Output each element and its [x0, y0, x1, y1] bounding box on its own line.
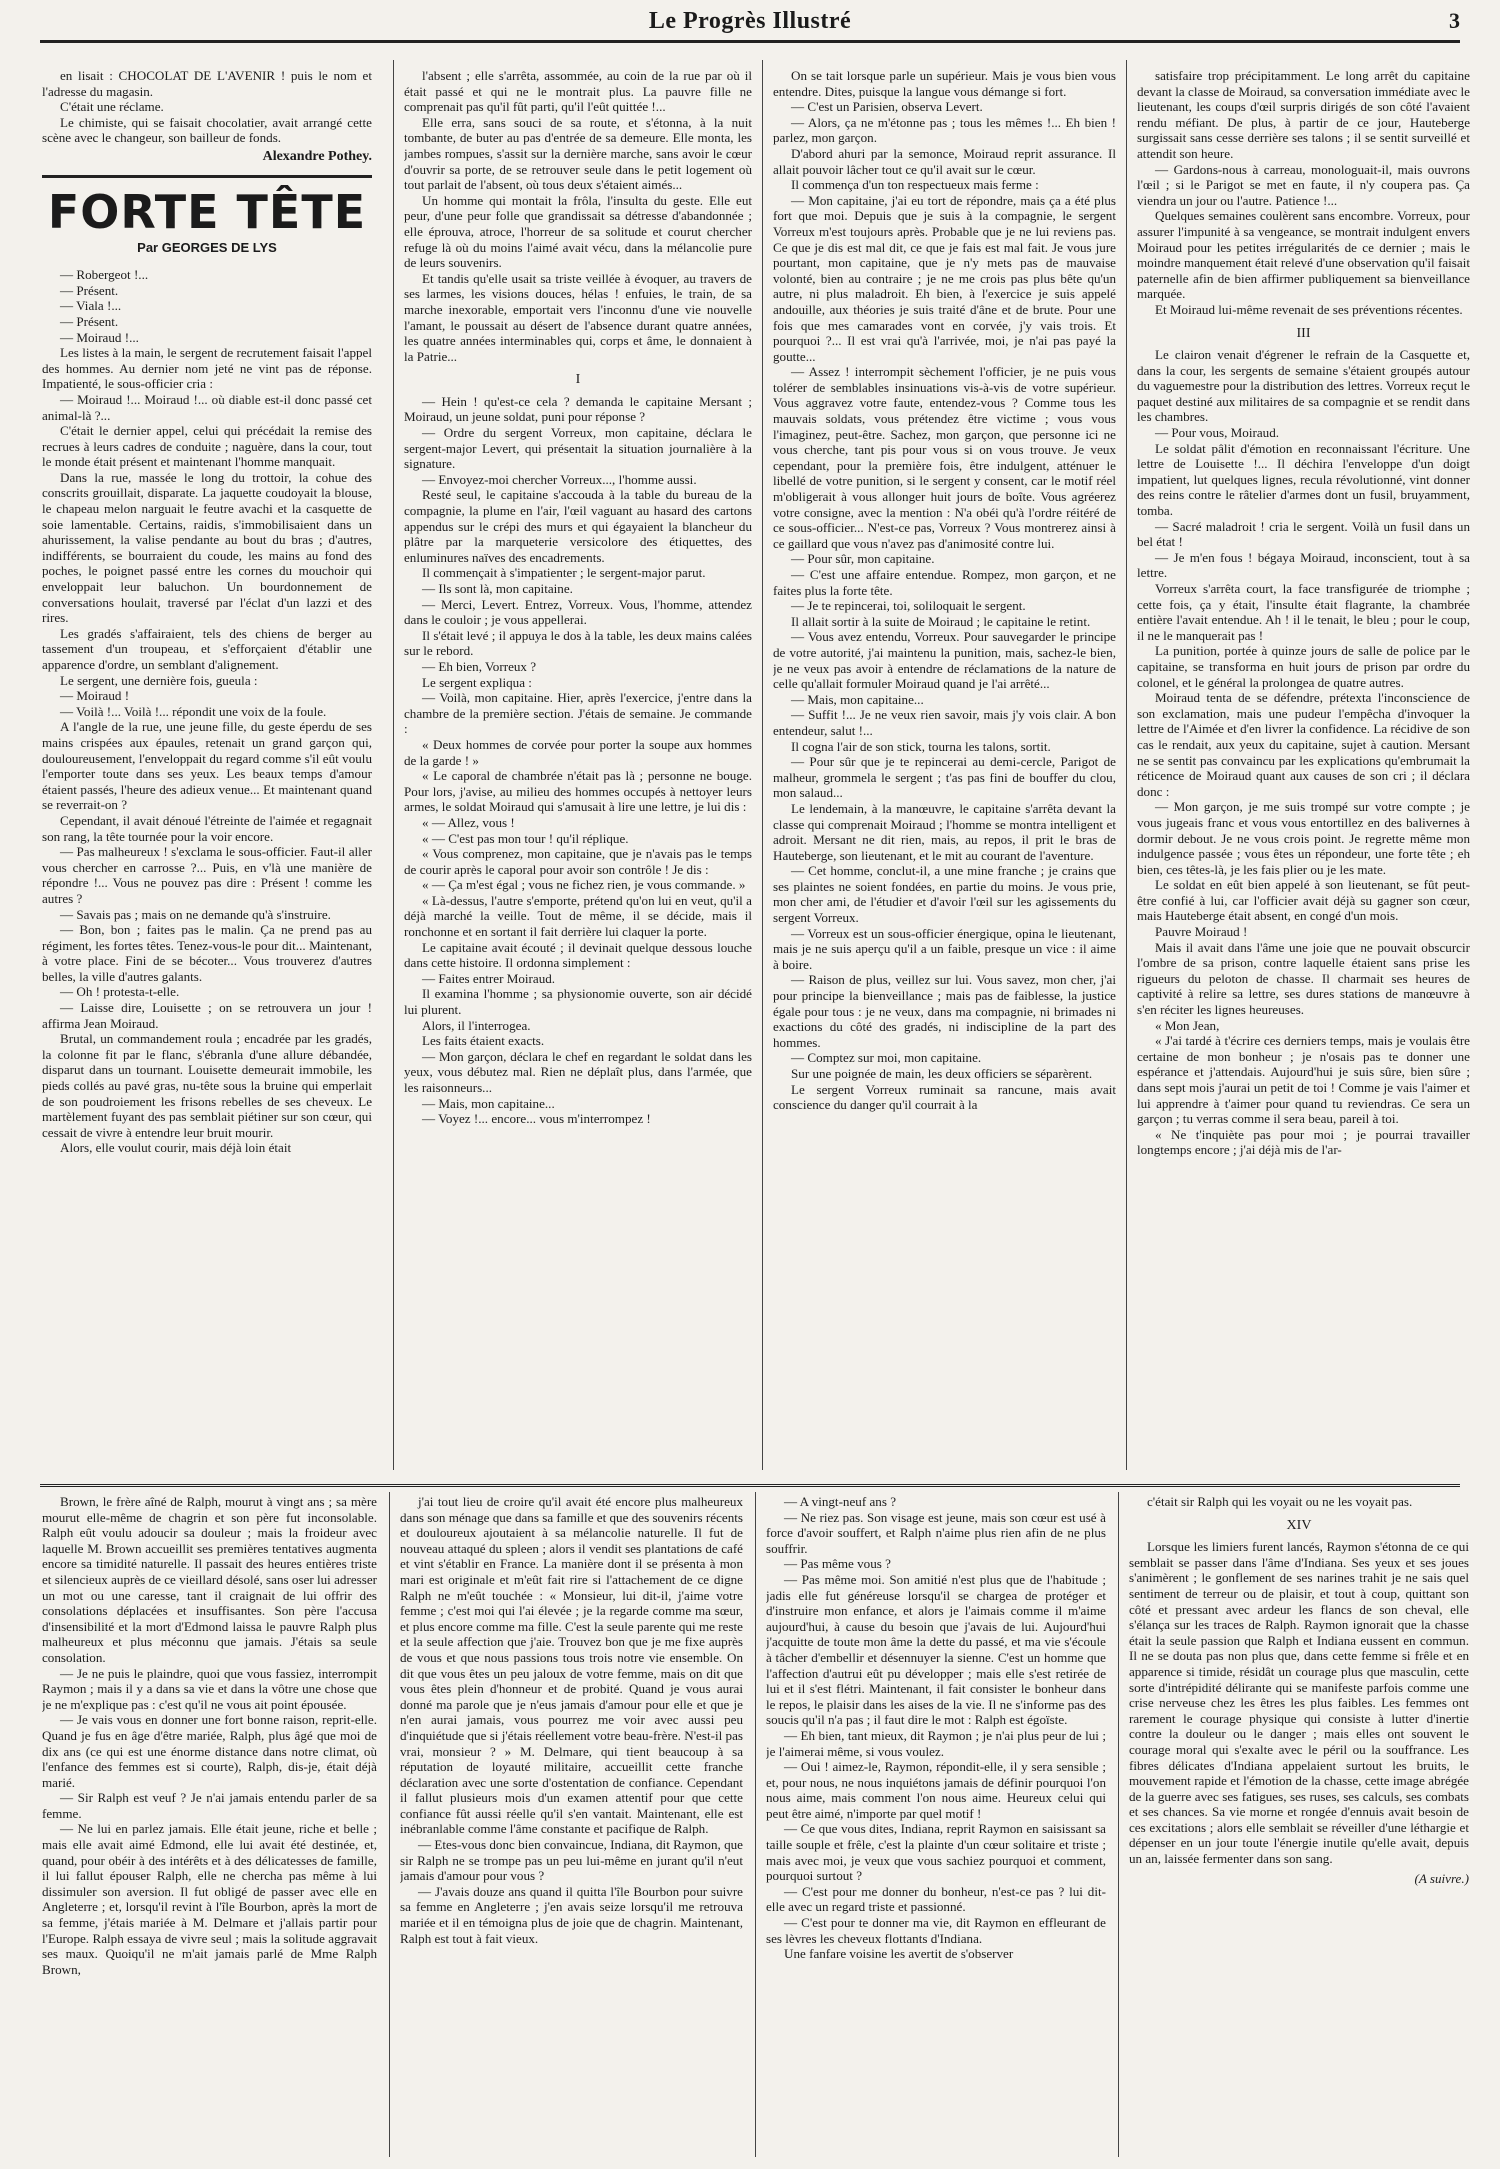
- paragraph: Cependant, il avait dénoué l'étreinte de l'aimée et regagnait son rang, la tête tournée pour la voir encore.: [42, 812, 372, 844]
- paragraph: — Je te repincerai, toi, soliloquait le sergent.: [791, 598, 1026, 614]
- paragraph: — Ordre du sergent Vorreux, mon capitaine, déclara le sergent-major Levert, qui présentait la situation journalière à la signature.: [404, 425, 752, 472]
- bottom-column-3: [766, 1494, 1106, 2154]
- paragraph: « J'ai tardé à t'écrire ces derniers temps, mais je voulais être certaine de mon bonheur ; je n'osais pas te donner une espérance et j'attendais. Aujourd'hui je suis sûre, bien sûre ; dans sept mois j'aurai un petit de toi ! Comme je vais l'aimer et lui apprendre à t'aimer pour quand tu reviendras. Ce sera un garçon ; tu verras comme il sera beau, pareil à toi.: [1137, 1033, 1470, 1127]
- paragraph: Le soldat pâlit d'émotion en reconnaissant l'écriture. Une lettre de Louisette !... Il déchira l'enveloppe d'un doigt impatient, lut quelques lignes, recula révolutionné, vint donner des reins contre le râtelier d'armes dont un fusil, bruyamment, tomba.: [1137, 440, 1470, 519]
- paragraph: Il commençait à s'impatienter ; le sergent-major parut.: [422, 565, 706, 581]
- paragraph: Vorreux s'arrêta court, la face transfigurée de triomphe ; cette fois, ça y était, l'insulte était flagrante, la chambrée entière l'avait entendue. Ah ! il le tenait, le bleu ; pour le coup, il ne le manquerait pas !: [1137, 581, 1470, 643]
- column-divider: [1118, 1492, 1119, 2157]
- chapter-heading: XIV: [1286, 1517, 1312, 1533]
- paragraph: — Savais pas ; mais on ne demande qu'à s'instruire.: [60, 906, 331, 922]
- paragraph: — Comptez sur moi, mon capitaine.: [791, 1050, 982, 1066]
- paragraph: Lorsque les limiers furent lancés, Raymon s'étonna de ce qui semblait se passer dans l'âme d'Indiana. Ses yeux et ses joues s'animèrent ; le gonflement de ses narines trahit je ne sais quel sentiment de terreur ou de plaisir, et tout à coup, quittant son côté et pressant avec ardeur les flancs de son cheval, elle s'élança sur les traces de Ralph. Raymon ignorait que la chasse était la seule passion que Ralph et Indiana eussent en commun. Il ne se douta pas non plus que, dans cette femme si frêle et en apparence si timide, résidât un courage plus que masculin, cette sorte d'intrépidité délirante qui se manifeste parfois comme une crise nerveuse chez les êtres les plus faibles. Les femmes ont rarement le courage physique qui consiste à lutter d'inertie contre la douleur ou le danger ; mais elles ont souvent le courage moral qui s'exalte avec le péril ou la souffrance. Les fibres délicates d'Indiana appelaient surtout les bruits, le mouvement rapide et l'émotion de la chasse, cette image abrégée de la guerre avec ses fatigues, ses ruses, ses calculs, ses combats et ses chances. Sa vie morne et rongée d'ennuis avait besoin de ces excitations ; alors elle semblait se réveiller d'une léthargie et dépenser en un jour toute l'énergie inutile qu'elle avait, depuis un an, laissée fermenter dans son sang.: [1129, 1539, 1469, 1867]
- paragraph: — Viala !...: [60, 298, 122, 314]
- paragraph: — Vous avez entendu, Vorreux. Pour sauvegarder le principe de votre autorité, j'ai maintenu la punition, mais, sachez-le bien, je ne veux pas avoir à entendre de réclamations de la nature de celle qu'allait formuler Moiraud quand je l'ai arrêté...: [773, 629, 1116, 692]
- paragraph: — C'est un Parisien, observa Levert.: [791, 99, 983, 115]
- paragraph: Le chimiste, qui se faisait chocolatier, avait arrangé cette scène avec le changeur, son bailleur de fonds.: [42, 114, 372, 146]
- paragraph: — Ne riez pas. Son visage est jeune, mais son cœur est usé à force d'avoir souffert, et Ralph n'aime plus rien afin de ne plus souffrir.: [766, 1509, 1106, 1556]
- paragraph: — Moiraud !...: [60, 329, 139, 345]
- paragraph: — Eh bien, Vorreux ?: [422, 658, 537, 674]
- section-divider: [40, 1484, 1460, 1487]
- paragraph: — Oh ! protesta-t-elle.: [60, 984, 180, 1000]
- paragraph: — Mon garçon, je me suis trompé sur votre compte ; je vous jugeais franc et vous vous entortillez en des balivernes à dormir debout. Je ne vous crois point. Je regrette même mon indulgence passée ; vous êtes un répondeur, une forte tête ; eh bien, ces têtes-là, je les fais plier ou je les mate.: [1137, 799, 1470, 877]
- paragraph: « — Ça m'est égal ; vous ne fichez rien, je vous commande. »: [422, 877, 746, 893]
- paragraph: Alors, il l'interrogea.: [422, 1017, 531, 1033]
- paragraph: — Hein ! qu'est-ce cela ? demanda le capitaine Mersant ; Moiraud, un jeune soldat, puni pour réponse ?: [404, 393, 752, 425]
- paragraph: Les faits étaient exacts.: [422, 1033, 545, 1049]
- paragraph: On se tait lorsque parle un supérieur. Mais je vous bien vous entendre. Dites, puisque la langue vous démange si fort.: [773, 68, 1116, 99]
- paragraph: Elle erra, sans souci de sa route, et s'étonna, à la nuit tombante, de buter au pas d'entrée de sa demeure. Elle monta, les jambes rompues, s'assit sur la dernière marche, sans avoir le cœur d'ouvrir sa porte, de se retrouver seule dans le petit logement où tout parlait de l'absent, où tous deux s'étaient aimés...: [404, 114, 752, 193]
- to-be-continued: (A suivre.): [1414, 1870, 1469, 1886]
- paragraph: — Présent.: [60, 313, 119, 329]
- paragraph: « Mon Jean,: [1155, 1017, 1220, 1033]
- column-divider: [755, 1492, 756, 2157]
- column-1: [42, 68, 372, 1468]
- column-divider: [389, 1492, 390, 2157]
- paragraph: — Présent.: [60, 282, 119, 298]
- paragraph: — Mais, mon capitaine...: [791, 691, 924, 707]
- paragraph: Le lendemain, à la manœuvre, le capitaine s'arrêta devant la classe qui comprenait Moiraud ; l'homme se montra intelligent et adroit. Mersant ne dit rien, mais, au repos, il prit le bras de Hauteberge, son lieutenant, et le mit au courant de l'aventure.: [773, 800, 1116, 863]
- paragraph: Le capitaine avait écouté ; il devinait quelque dessous louche dans cette histoire. Il ordonna simplement :: [404, 939, 752, 971]
- paragraph: Il cogna l'air de son stick, tourna les talons, sortit.: [791, 738, 1051, 754]
- paragraph: Et Moiraud lui-même revenait de ses préventions récentes.: [1155, 301, 1463, 317]
- paragraph: — Voilà !... Voilà !... répondit une voix de la foule.: [60, 703, 327, 719]
- paragraph: — Mais, mon capitaine...: [422, 1095, 555, 1111]
- author-signature: Alexandre Pothey.: [262, 148, 372, 164]
- paragraph: — Etes-vous donc bien convaincue, Indiana, dit Raymon, que sir Ralph ne se trompe pas un peu lui-même en jurant qu'il n'eut jamais d'amour pour vous ?: [400, 1837, 743, 1884]
- page-number: 3: [1449, 8, 1460, 33]
- paragraph: — Faites entrer Moiraud.: [422, 970, 556, 986]
- column-divider: [1126, 60, 1127, 1470]
- paragraph: — Vorreux est un sous-officier énergique, opina le lieutenant, mais je ne suis aperçu qu'il a un faible, presque un vice : il aime à boire.: [773, 925, 1116, 972]
- paragraph: — Ne lui en parlez jamais. Elle était jeune, riche et belle ; mais elle avait aimé Edmond, elle lui avait été destinée, et, quand, pour obéir à des intérêts et à des délicatesses de famille, il lui fallut épouser Ralph, elle ne chercha pas même à lui dissimuler son aversion. Il fut obligé de passer avec elle en Angleterre ; et, lorsqu'il revint à l'île Bourbon, après la mort de sa femme, j'étais mariée à M. Delmare et j'allais partir pour l'Europe. Ralph essaya de vivre seul ; mais la solitude aggravait ses maux. Quoiqu'il ne m'ait jamais parlé de Mme Ralph Brown,: [42, 1821, 377, 1977]
- paragraph: — Pour sûr que je te repincerai au demi-cercle, Parigot de malheur, grommela le sergent ; t'as pas fini de bouffer du clou, mon salaud...: [773, 754, 1116, 801]
- newspaper-title: Le Progrès Illustré: [648, 8, 852, 34]
- paragraph: — Merci, Levert. Entrez, Vorreux. Vous, l'homme, attendez dans le couloir ; je vous appellerai.: [404, 596, 752, 628]
- paragraph: « — C'est pas mon tour ! qu'il réplique.: [422, 830, 629, 846]
- paragraph: Il commença d'un ton respectueux mais ferme :: [791, 177, 1039, 193]
- paragraph: — Raison de plus, veillez sur lui. Vous savez, mon cher, j'ai pour principe la bienveillance ; mais pas de faiblesse, la justice égale pour tous : je ne veux, dans ma compagnie, ni brimades ni exactions du côté des gradés, ni indiscipline de la part des hommes.: [773, 972, 1116, 1050]
- paragraph: — A vingt-neuf ans ?: [784, 1494, 897, 1509]
- paragraph: satisfaire trop précipitamment. Le long arrêt du capitaine devant la classe de Moiraud, sa conversation immédiate avec le lieutenant, les coups d'œil surpris dirigés de son côté l'avaient rendu méfiant. De plus, à partir de ce jour, Hauteberge surgissait sans cesse derrière ses talons ; il se sentit surveillé et attendit son heure.: [1137, 68, 1470, 161]
- paragraph: Moiraud tenta de se défendre, prétexta l'inconscience de son exclamation, mais une pudeur l'empêcha d'invoquer la lettre de l'Aimée et d'en livrer la confidence. La récidive de son cas le rendait, aux yeux du capitaine, sujet à caution. Mersant ne se sentit pas convaincu par les explications qu'embrumait la réticence de Moiraud quant aux causes de son cri ; il déclara donc :: [1137, 690, 1470, 799]
- paragraph: — Alors, ça ne m'étonne pas ; tous les mêmes !... Eh bien ! parlez, mon garçon.: [773, 114, 1116, 146]
- paragraph: Mais il avait dans l'âme une joie que ne pouvait obscurcir l'ombre de sa prison, contre laquelle étaient sans prise les rigueurs du peloton de chasse. Il charmait ses heures de captivité à relire sa lettre, ses dures stations de manœuvre à s'en réciter les lignes heureuses.: [1137, 939, 1470, 1018]
- paragraph: Brown, le frère aîné de Ralph, mourut à vingt ans ; sa mère mourut elle-même de chagrin et son père fut inconsolable. Ralph eût voulu adoucir sa douleur ; mais la froideur avec laquelle M. Brown accueillit ses premières tentatives augmenta encore sa timidité naturelle. Il passait des heures entières triste et silencieux auprès de ce vieillard désolé, sans oser lui adresser un mot ou une caresse, tant il craignait de lui offrir des consolations déplacées et insuffisantes. Son père l'accusa d'insensibilité et la mort d'Edmond laissa le pauvre Ralph plus malheureux et plus méconnu que jamais. J'étais sa seule consolation.: [42, 1494, 377, 1665]
- paragraph: — Je ne puis le plaindre, quoi que vous fassiez, interrompit Raymon ; mais il y a dans sa vie et dans la vôtre une chose que je ne m'explique pas : c'est qu'il ne vous ait point épousée.: [42, 1665, 377, 1712]
- paragraph: « Là-dessus, l'autre s'emporte, prétend qu'on lui en veut, qu'il a déjà marché la veille. Tout de même, il se décide, mais il ronchonne et en sortant il fait derrière lui claquer la porte.: [404, 892, 752, 940]
- paragraph: La punition, portée à quinze jours de salle de police par le capitaine, se transforma en huit jours de prison par ordre du colonel, et le général la prolongea de quatre autres.: [1137, 643, 1470, 690]
- paragraph: — Pas même vous ?: [784, 1556, 891, 1572]
- paragraph: Il allait sortir à la suite de Moiraud ; le capitaine le retint.: [791, 613, 1091, 629]
- feuilleton-title: FORTE TÊTE: [47, 184, 367, 239]
- paragraph: en lisait : CHOCOLAT DE L'AVENIR ! puis le nom et l'adresse du magasin.: [42, 68, 372, 99]
- feuilleton-body: [42, 267, 372, 1156]
- paragraph: Pauvre Moiraud !: [1155, 924, 1248, 940]
- paragraph: Alors, elle voulut courir, mais déjà loin était: [60, 1140, 292, 1156]
- column-divider: [393, 60, 394, 1470]
- paragraph: — Laisse dire, Louisette ; on se retrouvera un jour ! affirma Jean Moiraud.: [42, 1000, 372, 1031]
- paragraph: — C'est pour me donner du bonheur, n'est-ce pas ? lui dit-elle avec un regard triste et passionné.: [766, 1883, 1106, 1915]
- paragraph: « Ne t'inquiète pas pour moi ; je pourrai travailler longtemps encore ; j'ai déjà mis de l'ar-: [1137, 1126, 1470, 1158]
- paragraph: Le sergent, une dernière fois, gueula :: [60, 672, 258, 688]
- paragraph: — Robergeot !...: [60, 267, 149, 283]
- paragraph: — Je vais vous en donner une fort bonne raison, reprit-elle. Quand je fus en âge d'être mariée, Ralph, plus âgé que moi de dix ans (ce qui est une énorme distance dans notre climat, où l'enfance des femmes est si courte), Ralph, dis-je, était déjà marié.: [42, 1712, 377, 1790]
- paragraph: — Assez ! interrompit sèchement l'officier, je ne puis vous tolérer de semblables insinuations vis-à-vis de votre supérieur. Vous aggravez votre faute, entendez-vous ? Comme tous les mauvais soldats, vous prétendez être victime ; vous vous l'imaginez, peut-être. Sachez, mon garçon, que personne ici ne vous cherche, tant pis pour vous si on vous trouve. Je veux cependant, pour la première fois, être indulgent, atténuer le libellé de votre punition, si le sergent y consent, car le motif réel m'obligerait à vous allonger huit jours de boîte. Vous agréerez votre consigne, avec la mention : N'a obéi qu'à l'ordre réitéré de ce sous-officier... N'est-ce pas, Vorreux ? Vous montrerez ainsi à ce gaillard que vous n'avez pas d'animosité contre lui.: [773, 364, 1116, 551]
- paragraph: — Pour vous, Moiraud.: [1155, 425, 1280, 441]
- paragraph: — Mon garçon, déclara le chef en regardant le soldat dans les yeux, vous débutez mal. Rien ne déplaît plus, dans l'armée, que les raisonneurs...: [404, 1048, 752, 1095]
- paragraph: — Gardons-nous à carreau, monologuait-il, mais ouvrons l'œil ; si le Parigot se met en faute, il n'y coupera pas. Ça viendra un jour ou l'autre. Patience !...: [1137, 161, 1470, 208]
- story-divider: [42, 175, 372, 178]
- column-4: [1137, 68, 1470, 1468]
- paragraph: C'était une réclame.: [60, 99, 164, 115]
- paragraph: Le soldat en eût bien appelé à son lieutenant, se fût peut-être confié à lui, car l'officier avait déjà su gagner son cœur, mais Hauteberge était absent, en congé d'un mois.: [1137, 877, 1470, 924]
- paragraph: Les listes à la main, le sergent de recrutement faisait l'appel des hommes. Au dernier nom jeté ne vint pas de réponse. Impatienté, le sous-officier cria :: [42, 345, 372, 392]
- paragraph: — C'est une affaire entendue. Rompez, mon garçon, et ne faites plus la forte tête.: [773, 567, 1116, 598]
- paragraph: — Moiraud !... Moiraud !... où diable est-il donc passé cet animal-là ?...: [42, 391, 372, 423]
- paragraph: — Mon capitaine, j'ai eu tort de répondre, mais ça a été plus fort que moi. Depuis que je suis à la compagnie, le sergent Vorreux m'est toujours après. Probable que je ne lui reviens pas. Ce que je dis est mal dit, ce que je fais est mal fait. Je vous jure pourtant, mon capitaine, que je n'y mets pas de mauvaise volonté, bien au contraire ; je ne me crois pas plus bête qu'un autre, ni plus maladroit. Eh bien, à l'exercice je suis appelé andouille, aux théories je suis traité d'âne et de brute. Pour une fois que mes camarades vont en corvée, j'y vais trois. Et pourquoi ?... Il est vrai qu'à l'arrivée, moi, je n'ai pas payé la goutte...: [773, 192, 1116, 364]
- paragraph: — Voilà, mon capitaine. Hier, après l'exercice, j'entre dans la chambre de la première section. J'étais de semaine. Je commande :: [404, 690, 752, 737]
- page-header: [40, 6, 1460, 36]
- paragraph: — Ils sont là, mon capitaine.: [422, 581, 573, 596]
- paragraph: — Voyez !... encore... vous m'interrompez !: [422, 1111, 651, 1127]
- paragraph: « Vous comprenez, mon capitaine, que je n'avais pas le temps de courir après le caporal pour avoir son contrôle ! Je dis :: [404, 846, 752, 877]
- paragraph: — Ce que vous dites, Indiana, reprit Raymon en saisissant sa taille souple et frêle, c'est la plainte d'un cœur solitaire et triste ; mais avec moi, je veux que vous sachiez pourquoi et comment, pourquoi surtout ?: [766, 1821, 1106, 1884]
- paragraph: — Sir Ralph est veuf ? Je n'ai jamais entendu parler de sa femme.: [42, 1790, 377, 1821]
- chapter-heading: III: [1296, 325, 1311, 341]
- bottom-column-2: [400, 1494, 743, 2154]
- paragraph: — J'avais douze ans quand il quitta l'île Bourbon pour suivre sa femme en Angleterre ; j'en avais seize lorsqu'il me retrouva mariée et il en témoigna plus de joie que de chagrin. Maintenant, Ralph est tout à fait vieux.: [400, 1883, 743, 1946]
- paragraph: Quelques semaines coulèrent sans encombre. Vorreux, pour assurer l'impunité à sa vengeance, se montrait indulgent envers Moiraud pour les petites irrégularités de ce dernier ; mais le moindre manquement était relevé d'une observation qu'il faisait paternelle afin de bien affirmer publiquement sa bienveillance marquée.: [1137, 208, 1470, 302]
- paragraph: C'était le dernier appel, celui qui précédait la remise des recrues à leurs cadres de conduite ; naguère, dans la cour, tout le monde était présent et maintenant l'homme manquait.: [42, 423, 372, 470]
- paragraph: « — Allez, vous !: [422, 814, 515, 830]
- paragraph: Le sergent expliqua :: [422, 674, 532, 690]
- paragraph: A l'angle de la rue, une jeune fille, du geste éperdu de ses mains crispées aux épaules, retenait un grand garçon qui, douloureusement, l'enveloppait du regard comme s'il eût voulu l'emporter toute dans ses yeux. Les beaux temps d'amour étaient passés, l'heure des adieux venue... Et maintenant quand se reverrait-on ?: [42, 719, 372, 813]
- column-3: [773, 68, 1116, 1468]
- paragraph: Un homme qui montait la frôla, l'insulta du geste. Elle eut peur, d'une peur folle que grandissait sa détresse d'abandonnée ; elle éprouva, atroce, l'horreur de sa solitude et courut chercher refuge là où du moins l'aimé avait vécu, dans la mélancolie pure de leurs souvenirs.: [404, 192, 752, 271]
- paragraph: — Oui ! aimez-le, Raymon, répondit-elle, il y sera sensible ; et, pour nous, ne nous inquiétons jamais de définir pourquoi l'on nous aime, mais comment l'on nous aime. Heureux celui qui peut être aimé, n'importe par quel motif !: [766, 1759, 1106, 1821]
- paragraph: c'était sir Ralph qui les voyait ou ne les voyait pas.: [1147, 1494, 1413, 1509]
- paragraph: — Pas malheureux ! s'exclama le sous-officier. Faut-il aller vous chercher en carrosse ?... Puis, en v'là une manière de répondre !... Vous ne pouvez pas dire : Présent ! comme les autres ?: [42, 844, 372, 906]
- paragraph: — Moiraud !: [60, 688, 130, 704]
- bottom-column-1: [42, 1494, 377, 2154]
- paragraph: Le clairon venait d'égrener le refrain de la Casquette et, dans la cour, les sergents de semaine s'étaient groupés autour du vaguemestre pour la distribution des lettres. Vorreux reçut le paquet destiné aux militaires de sa compagnie et se rendit dans les chambres.: [1137, 347, 1470, 425]
- paragraph: Les gradés s'affairaient, tels des chiens de berger au tassement d'un troupeau, et s'efforçaient d'établir une apparence d'ordre, un semblant d'alignement.: [42, 625, 372, 672]
- paragraph: Une fanfare voisine les avertit de s'observer: [784, 1946, 1014, 1962]
- paragraph: — Suffit !... Je ne veux rien savoir, mais j'y vois clair. A bon entendeur, salut !...: [773, 707, 1116, 738]
- previous-story-end: [42, 68, 372, 146]
- bottom-column-4: [1129, 1494, 1469, 2154]
- chapter-heading: I: [575, 372, 581, 388]
- paragraph: — Je m'en fous ! bégaya Moiraud, inconscient, tout à sa lettre.: [1137, 549, 1470, 581]
- paragraph: « Le caporal de chambrée n'était pas là ; personne ne bouge. Pour lors, j'avise, au milieu des hommes occupés à nettoyer leurs armes, le soldat Moiraud qui s'amusait à lire une lettre, je lui dis :: [404, 768, 752, 815]
- paragraph: Resté seul, le capitaine s'accouda à la table du bureau de la compagnie, la plume en l'air, l'œil vaguant au hasard des cartons appendus sur le crépi des murs et qui égayaient la blancheur du plâtre par la marqueterie versicolore des étiquettes, des enluminures naïves des encadrements.: [404, 487, 752, 565]
- paragraph: — Envoyez-moi chercher Vorreux..., l'homme aussi.: [422, 471, 697, 487]
- paragraph: — Pour sûr, mon capitaine.: [791, 551, 935, 567]
- paragraph: Il s'était levé ; il appuya le dos à la table, les deux mains calées sur le rebord.: [404, 627, 752, 659]
- paragraph: — C'est pour te donner ma vie, dit Raymon en effleurant de ses lèvres les cheveux flottants d'Indiana.: [766, 1915, 1106, 1946]
- paragraph: j'ai tout lieu de croire qu'il avait été encore plus malheureux dans son ménage que dans sa famille et que des souvenirs récents et douloureux ajoutaient à sa mélancolie naturelle. Il fut de nouveau attaqué du spleen ; alors il vendit ses plantations de café et vint s'établir en France. La manière dont il se présenta à mon mari est originale et m'eût fait rire si l'attachement de ce digne Ralph ne m'eût touchée : « Monsieur, lui dit-il, j'aime votre femme ; c'est moi qui l'ai élevée ; je la regarde comme ma sœur, et plus encore comme ma fille. C'est la seule parente qui me reste et la seule affection que j'aie. Trouvez bon que je me fixe auprès de vous et que nous passions tous trois notre vie ensemble. On dit que vous êtes un peu jaloux de votre femme, mais on dit que vous êtes plein d'honneur et de probité. Quand je vous aurai donné ma parole que je n'eus jamais d'amour pour elle et que je n'en aurai jamais, vous pourrez me voir avec aussi peu d'inquiétude que si j'étais réellement votre beau-frère. N'est-il pas vrai, monsieur ? » M. Delmare, qui tient beaucoup à sa réputation de loyauté militaire, accueillit cette franche déclaration avec une sorte d'ostentation de confiance. Cependant il fallut plusieurs mois d'un examen attentif pour que cette confiance fût aussi réelle qu'il s'en vantait. Maintenant, elle est inébranlable comme l'âme constante et pacifique de Ralph.: [400, 1494, 743, 1837]
- paragraph: — Bon, bon ; faites pas le malin. Ça ne prend pas au régiment, les fortes têtes. Tenez-vous-le pour dit... Maintenant, à votre place. Fini de se bécoter... Vous trouverez d'autres belles, la ville d'autres galants.: [42, 922, 372, 984]
- paragraph: Sur une poignée de main, les deux officiers se séparèrent.: [791, 1066, 1093, 1081]
- paragraph: Brutal, un commandement roula ; encadrée par les gradés, la colonne fit par le flanc, s'ébranla d'une allure débandée, disparut dans un tournant. Louisette demeurait immobile, les pieds collés au pavé gras, nu-tête sous la bruine qui emperlait de son poudroiement les frisons rebelles de ses cheveux. Le martèlement fuyant des pas semblait piétiner sur son cœur, qui cessait de vivre à entendre leur bruit mourir.: [42, 1031, 372, 1140]
- paragraph: l'absent ; elle s'arrêta, assommée, au coin de la rue par où il était passé et qui ne le montrait plus. La pauvre fille ne comprenait pas qu'il fût parti, qu'il l'eût quittée !...: [404, 68, 752, 115]
- paragraph: Dans la rue, massée le long du trottoir, la cohue des conscrits grouillait, disparate. La jaquette coudoyait la blouse, le chapeau melon narguait le feutre avachi et la casquette de soie lamentable. Certains, raidis, s'immobilisaient dans un ahurissement, la valise pendante au bout du bras ; d'autres, indifférents, se bourraient du coude, les mains au fond des poches, le poignet passé entre les cornes du mouchoir qui enveloppait leur baluchon. Un bourdonnement de conversations houlait, traversé par l'éclat d'un lazzi et des rires.: [42, 469, 372, 626]
- paragraph: D'abord ahuri par la semonce, Moiraud reprit assurance. Il allait pouvoir lâcher tout ce qu'il avait sur le cœur.: [773, 145, 1116, 177]
- paragraph: Il examina l'homme ; sa physionomie ouverte, son air décidé lui plurent.: [404, 986, 752, 1018]
- column-divider: [762, 60, 763, 1470]
- paragraph: — Pas même moi. Son amitié n'est plus que de l'habitude ; jadis elle fut généreuse lorsqu'il se chargea de protéger et d'instruire mon enfance, et alors je l'aimais comme il m'aime aujourd'hui, à cause du besoin que j'avais de lui. Aujourd'hui j'acquitte de toute mon âme la dette du passé, et ma vie s'écoule à tâcher d'embellir et désennuyer la sienne. C'est un homme que l'affection d'autrui eût pu développer ; mais elle s'est retirée de lui et il s'est flétri. Maintenant, il fait consister le bonheur dans le repos, le plaisir dans les aises de la vie. Il ne s'informe pas des soucis qu'il n'a pas ; il faut dire le mot : Ralph est égoïste.: [766, 1571, 1106, 1728]
- paragraph: Et tandis qu'elle usait sa triste veillée à évoquer, au travers de ses larmes, les visions douces, hélas ! enfuies, le train, de sa marche inexorable, emportait vers l'inconnu d'une vie nouvelle l'amant, le poussait au désert de l'absence durant quatre années, les quatre années interminables qui, corps et âme, le donnaient à la Patrie...: [404, 270, 752, 364]
- paragraph: — Cet homme, conclut-il, a une mine franche ; je crains que ses plaintes ne soient fondées, en partie du moins. Je vous prie, mon cher ami, de l'étudier et d'avoir l'œil sur les agissements du sergent Vorreux.: [773, 863, 1116, 926]
- paragraph: « Deux hommes de corvée pour porter la soupe aux hommes de la garde ! »: [404, 736, 752, 768]
- paragraph: Le sergent Vorreux ruminait sa rancune, mais avait conscience du danger qu'il courrait à la: [773, 1081, 1116, 1113]
- paragraph: — Eh bien, tant mieux, dit Raymon ; je n'ai plus peur de lui ; je l'aimerai même, si vous voulez.: [766, 1727, 1106, 1759]
- column-2: [404, 68, 752, 1468]
- header-rule: [40, 40, 1460, 43]
- paragraph: — Sacré maladroit ! cria le sergent. Voilà un fusil dans un bel état !: [1137, 518, 1470, 550]
- feuilleton-byline: Par GEORGES DE LYS: [137, 239, 277, 255]
